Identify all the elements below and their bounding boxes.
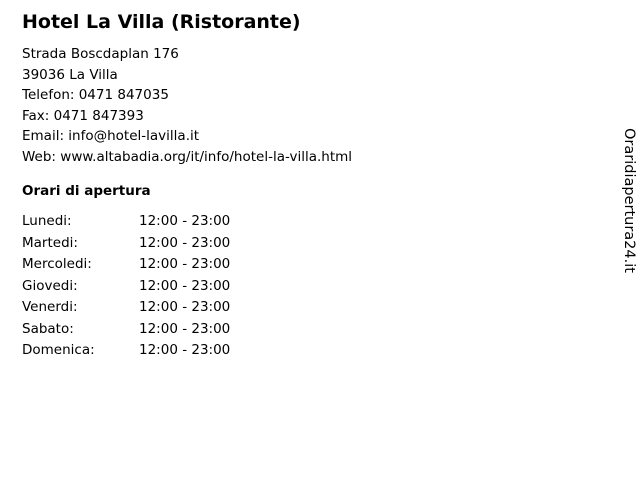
table-row [22, 299, 230, 321]
fax-line: Fax: 0471 847393 [22, 107, 144, 124]
address-block [22, 44, 352, 167]
table-row [22, 213, 230, 235]
day-label: Lunedi: [22, 213, 72, 229]
email-line: Email: info@hotel-lavilla.it [22, 128, 200, 144]
table-row [22, 342, 230, 364]
day-hours: 12:00 - 23:00 [139, 213, 231, 229]
day-label: Mercoledi: [22, 256, 92, 272]
day-label: Domenica: [22, 342, 95, 358]
address-line: 39036 La Villa [22, 66, 118, 83]
phone-line: Telefon: 0471 847035 [22, 87, 169, 103]
day-label: Giovedi: [22, 277, 78, 294]
page-title: Hotel La Villa (Ristorante) [22, 11, 301, 33]
website-line: Web: www.altabadia.org/it/info/hotel-la-villa.html [22, 148, 353, 165]
day-hours: 12:00 - 23:00 [139, 234, 231, 251]
day-hours: 12:00 - 23:00 [139, 277, 231, 294]
table-row [22, 321, 230, 343]
day-label: Martedi: [22, 234, 78, 251]
table-row [22, 235, 230, 257]
watermark [622, 128, 637, 428]
day-label: Venerdi: [22, 299, 78, 315]
opening-hours-table [22, 213, 230, 364]
table-row [22, 278, 230, 300]
day-label: Sabato: [22, 320, 74, 337]
opening-hours-heading: Orari di apertura [22, 183, 151, 199]
address-line: Strada Boscdaplan 176 [22, 46, 179, 62]
table-row [22, 256, 230, 278]
day-hours: 12:00 - 23:00 [139, 256, 231, 272]
day-hours: 12:00 - 23:00 [139, 299, 231, 315]
day-hours: 12:00 - 23:00 [139, 342, 231, 358]
watermark-text: Oraridiapertura24.it [621, 128, 637, 273]
day-hours: 12:00 - 23:00 [139, 320, 231, 337]
